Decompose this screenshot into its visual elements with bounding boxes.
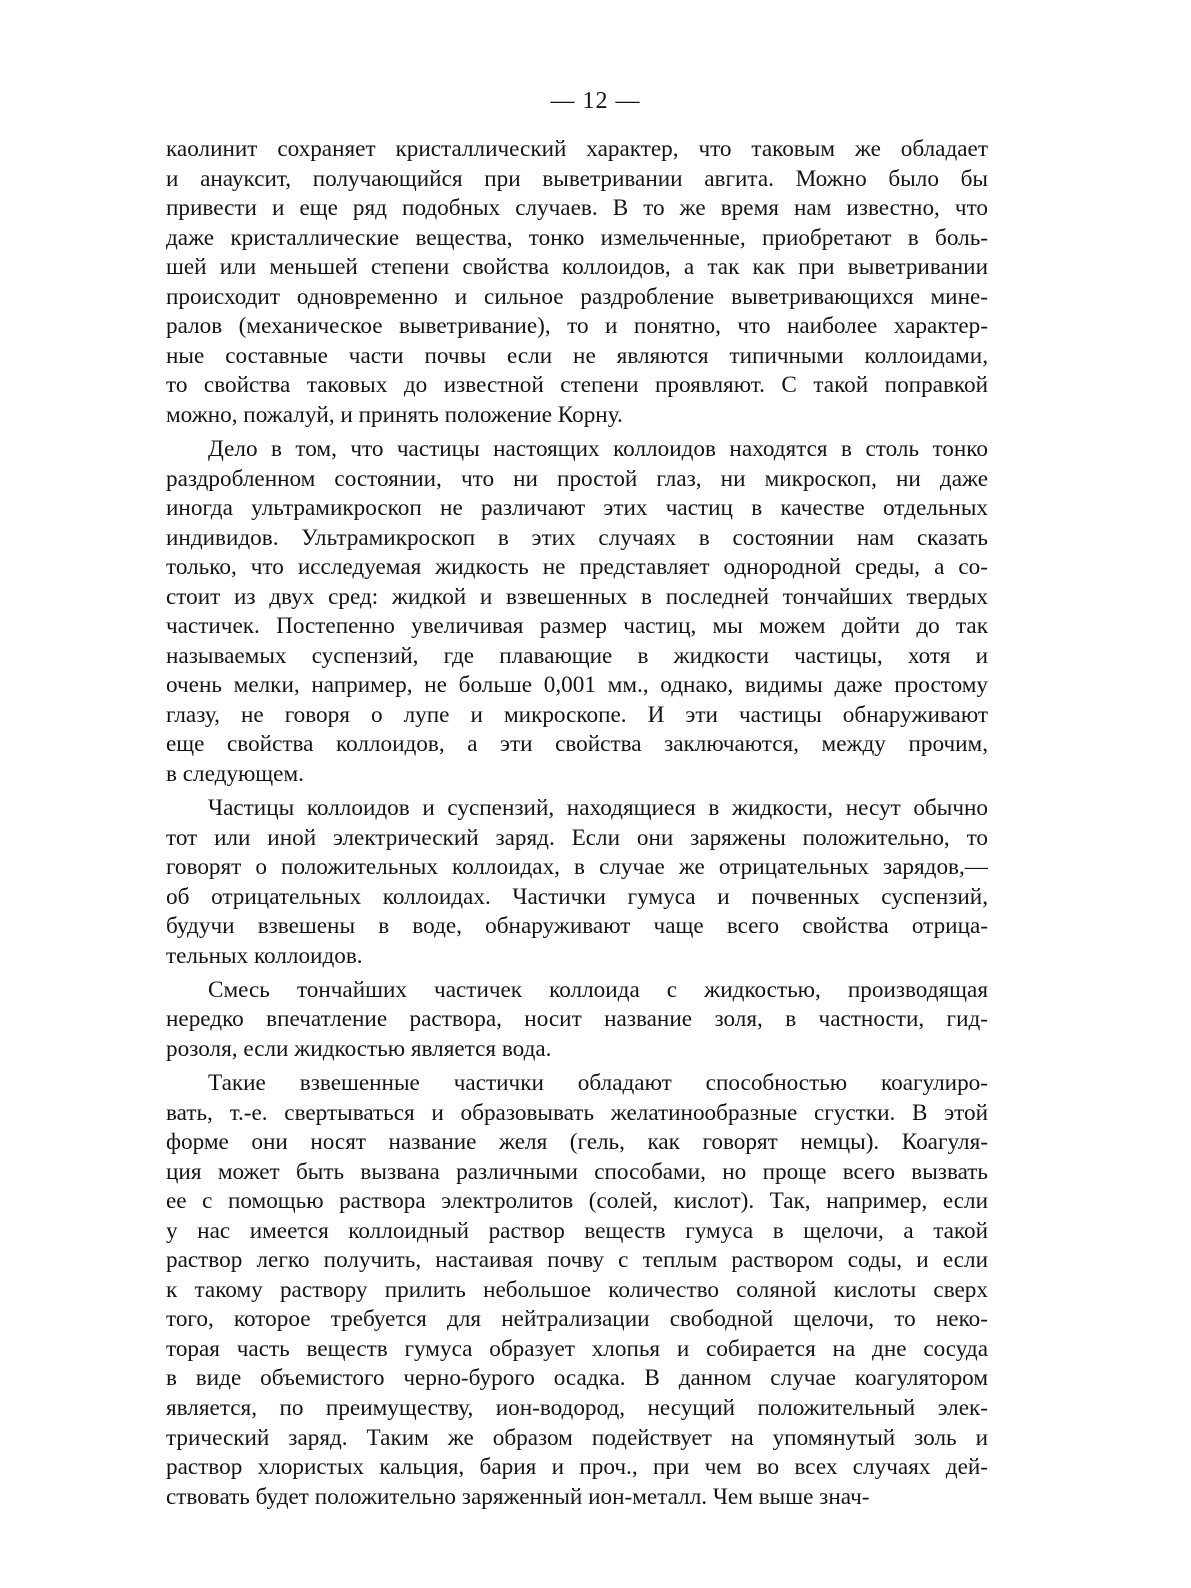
- text-line: частичек. Постепенно увеличивая размер частиц, мы можем дойти до так: [166, 613, 988, 640]
- text-line: говорят о положительных коллоидах, в случае же отрицательных зарядов,—: [166, 854, 988, 881]
- text-line: каолинит сохраняет кристаллический характер, что таковым же обладает: [166, 136, 988, 162]
- text-line: раствор легко получить, настаивая почву с теплым раствором соды, и если: [166, 1247, 988, 1274]
- text-line: стоит из двух сред: жидкой и взвешенных в последней тончайших твердых: [166, 583, 988, 610]
- paragraph: [166, 976, 988, 1065]
- text-line: ция может быть вызвана различными способами, но проще всего вызвать: [166, 1158, 988, 1185]
- text-line: даже кристаллические вещества, тонко измельченные, приобретают в боль-: [166, 224, 988, 251]
- text-line: только, что исследуемая жидкость не представляет однородной среды, а со-: [166, 554, 988, 581]
- text-line: привести и еще ряд подобных случаев. В то же время нам известно, что: [166, 195, 988, 222]
- text-line: в виде объемистого черно-бурого осадка. В данном случае коагулятором: [166, 1365, 988, 1392]
- paragraph: [166, 135, 988, 430]
- text-line: Смесь тончайших частичек коллоида с жидкостью, производящая: [208, 976, 988, 1003]
- text-line: шей или меньшей степени свойства коллоидов, а так как при выветривании: [166, 254, 988, 281]
- text-line: розоля, если жидкостью является вода.: [166, 1035, 552, 1062]
- page-number: — 12 —: [550, 88, 641, 114]
- text-line: нередко впечатление раствора, носит название золя, в частности, гид-: [166, 1006, 988, 1033]
- text-line: у нас имеется коллоидный раствор веществ гумуса в щелочи, а такой: [166, 1217, 988, 1244]
- paragraph: [166, 794, 988, 971]
- text-line: ствовать будет положительно заряженный ион-металл. Чем выше знач-: [166, 1483, 870, 1510]
- text-line: Такие взвешенные частички обладают способностью коагулиро-: [208, 1069, 988, 1096]
- text-line: об отрицательных коллоидах. Частички гумуса и почвенных суспензий,: [166, 883, 988, 910]
- text-line: ее с помощью раствора электролитов (солей, кислот). Так, например, если: [166, 1188, 988, 1215]
- text-line: раздробленном состоянии, что ни простой глаз, ни микроскоп, ни даже: [166, 465, 988, 492]
- text-line: называемых суспензий, где плавающие в жидкости частицы, хотя и: [166, 642, 988, 669]
- text-line: то свойства таковых до известной степени проявляют. С такой поправкой: [166, 372, 988, 399]
- text-line: Частицы коллоидов и суспензий, находящиеся в жидкости, несут обычно: [208, 795, 988, 822]
- text-line: индивидов. Ультрамикроскоп в этих случаях в состоянии нам сказать: [166, 524, 988, 551]
- text-line: и анауксит, получающийся при выветривании авгита. Можно было бы: [166, 165, 988, 192]
- paragraph: [166, 1069, 988, 1512]
- text-line: раствор хлористых кальция, бария и проч., при чем во всех случаях дей-: [166, 1454, 988, 1481]
- text-line: ные составные части почвы если не являются типичными коллоидами,: [166, 342, 988, 369]
- text-line: трический заряд. Таким же образом подействует на упомянутый золь и: [166, 1424, 988, 1451]
- text-line: тельных коллоидов.: [166, 942, 363, 969]
- text-line: можно, пожалуй, и принять положение Корну.: [166, 401, 623, 428]
- text-line: ралов (механическое выветривание), то и понятно, что наиболее характер-: [166, 313, 988, 340]
- text-line: вать, т.-е. свертываться и образовывать желатинообразные сгустки. В этой: [166, 1099, 988, 1126]
- text-line: еще свойства коллоидов, а эти свойства заключаются, между прочим,: [166, 731, 988, 758]
- text-line: того, которое требуется для нейтрализации свободной щелочи, то неко-: [166, 1306, 988, 1333]
- text-line: глазу, не говоря о лупе и микроскопе. И эти частицы обнаруживают: [166, 701, 988, 728]
- text-line: будучи взвешены в воде, обнаруживают чаще всего свойства отрица-: [166, 913, 988, 940]
- text-line: очень мелки, например, не больше 0,001 мм., однако, видимы даже простому: [166, 672, 988, 699]
- text-line: в следующем.: [166, 760, 304, 787]
- text-line: к такому раствору прилить небольшое количество соляной кислоты сверх: [166, 1276, 988, 1303]
- text-line: форме они носят название желя (гель, как говорят немцы). Коагуля-: [166, 1129, 988, 1156]
- text-body: [166, 135, 988, 1517]
- paragraph: [166, 435, 988, 790]
- text-line: Дело в том, что частицы настоящих коллоидов находятся в столь тонко: [208, 435, 988, 462]
- text-line: торая часть веществ гумуса образует хлопья и собирается на дне сосуда: [166, 1335, 988, 1362]
- text-line: иногда ультрамикроскоп не различают этих частиц в качестве отдельных: [166, 495, 988, 522]
- text-line: является, по преимуществу, ион-водород, несущий положительный элек-: [166, 1394, 988, 1421]
- text-line: происходит одновременно и сильное раздробление выветривающихся мине-: [166, 283, 988, 310]
- text-line: тот или иной электрический заряд. Если они заряжены положительно, то: [166, 824, 988, 851]
